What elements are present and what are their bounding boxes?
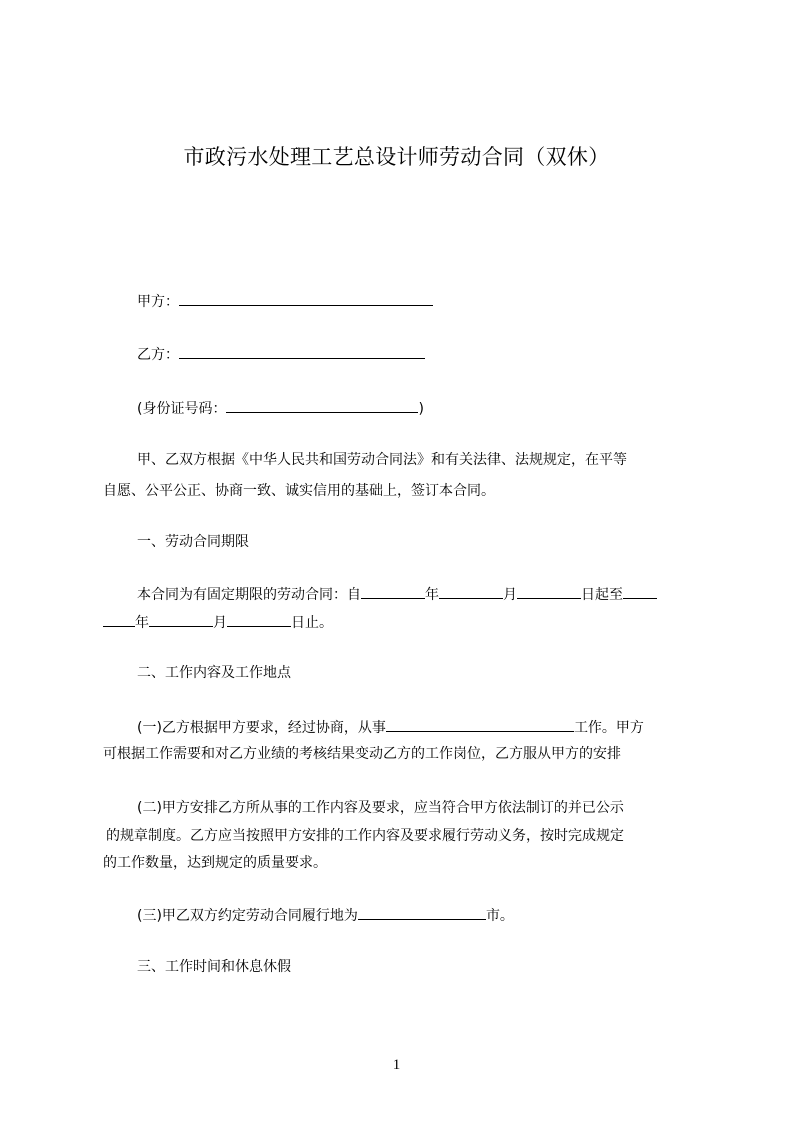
- section2-item1-line-1: [137, 715, 644, 739]
- party-b-line: [137, 342, 425, 366]
- end-month-unit: 月: [213, 615, 227, 631]
- end-day-unit: 日止。: [291, 615, 333, 631]
- section1-line-2: [103, 610, 333, 634]
- section2-item2-line-2: 的规章制度。乙方应当按照甲方安排的工作内容及要求履行劳动义务，按时完成规定: [106, 828, 624, 844]
- page-number: 1: [392, 1057, 401, 1073]
- section2-item3-line: [137, 903, 514, 927]
- section2-item2-line-1: (二)甲方安排乙方所从事的工作内容及要求，应当符合甲方依法制订的并已公示: [137, 800, 624, 816]
- start-year-blank: [361, 582, 425, 599]
- item1-prefix: (一)乙方根据甲方要求，经过协商，从事: [137, 720, 386, 736]
- id-number-blank: [226, 396, 418, 413]
- work-city-blank: [358, 903, 486, 920]
- start-month-blank: [439, 582, 503, 599]
- party-a-line: [137, 289, 433, 313]
- section2-item2-line-3: 的工作数量，达到规定的质量要求。: [103, 855, 327, 871]
- end-month-blank: [149, 610, 213, 627]
- document-title: 市政污水处理工艺总设计师劳动合同（双休）: [183, 145, 610, 169]
- term-intro: 本合同为有固定期限的劳动合同：自: [137, 587, 361, 603]
- end-day-blank: [227, 610, 291, 627]
- section3-heading: 三、工作时间和休息休假: [137, 959, 291, 975]
- id-number-open: (身份证号码：: [137, 401, 227, 417]
- party-b-label: 乙方：: [137, 347, 179, 363]
- section2-item1-line-2: 可根据工作需要和对乙方业绩的考核结果变动乙方的工作岗位，乙方服从甲方的安排: [103, 746, 621, 762]
- item3-suffix: 市。: [485, 908, 514, 924]
- start-month-unit: 月: [503, 587, 517, 603]
- party-a-label: 甲方：: [137, 294, 179, 310]
- end-year-unit: 年: [135, 615, 149, 631]
- party-a-blank: [179, 289, 433, 306]
- section2-heading: 二、工作内容及工作地点: [137, 665, 291, 681]
- start-day-blank: [517, 582, 581, 599]
- end-year-blank-part2: [103, 610, 135, 627]
- preamble-line-2: 自愿、公平公正、协商一致、诚实信用的基础上，签订本合同。: [103, 483, 495, 499]
- start-year-unit: 年: [425, 587, 439, 603]
- id-number-close: ): [418, 401, 424, 417]
- section1-line-1: [137, 582, 657, 606]
- party-b-blank: [179, 342, 425, 359]
- item3-prefix: (三)甲乙双方约定劳动合同履行地为: [137, 908, 358, 924]
- id-number-line: [137, 396, 424, 420]
- job-title-blank: [386, 715, 574, 732]
- item1-suffix: 工作。甲方: [573, 720, 644, 736]
- section1-heading: 一、劳动合同期限: [137, 534, 249, 550]
- start-day-unit: 日起至: [581, 587, 623, 603]
- preamble-line-1: 甲、乙双方根据《中华人民共和国劳动合同法》和有关法律、法规规定，在平等: [137, 452, 627, 468]
- end-year-blank-part1: [623, 582, 657, 599]
